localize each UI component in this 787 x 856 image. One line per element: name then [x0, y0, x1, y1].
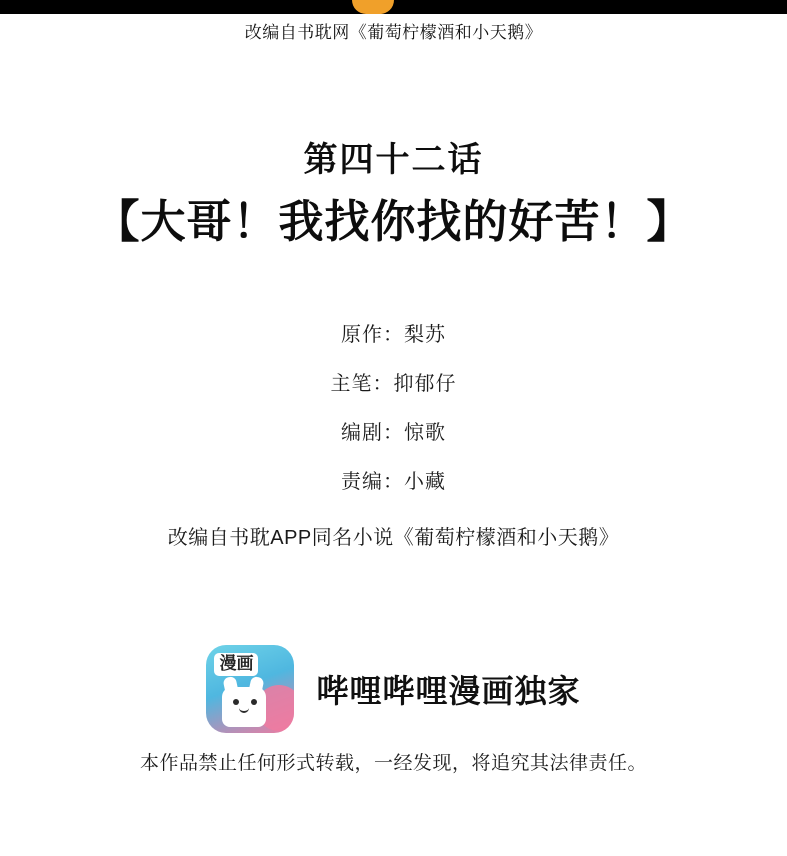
- legal-notice: 本作品禁止任何形式转载，一经发现，将追究其法律责任。: [139, 753, 647, 774]
- orange-tab-accent: [352, 0, 394, 14]
- chapter-title: 【大哥！我找你找的好苦！】: [94, 195, 693, 247]
- credit-original-author: 原作：梨苏: [341, 324, 446, 346]
- bilibili-manga-logo-icon: [206, 645, 294, 733]
- adaptation-note: 改编自书耽APP同名小说《葡萄柠檬酒和小天鹅》: [167, 527, 620, 549]
- title-block: [0, 140, 787, 249]
- chapter-number: 第四十二话: [303, 141, 484, 179]
- credits-list: [0, 325, 787, 550]
- top-black-band: [0, 0, 787, 14]
- credit-editor: 责编：小藏: [341, 471, 446, 493]
- credit-screenwriter: 编剧：惊歌: [341, 422, 446, 444]
- credit-lead-artist: 主笔：抑郁仔: [330, 373, 457, 395]
- logo-badge-label: 漫画: [214, 653, 258, 676]
- brand-exclusive-label: 哔哩哔哩漫画独家: [316, 673, 581, 709]
- brand-row: [0, 645, 787, 733]
- source-attribution: 改编自书耽网《葡萄柠檬酒和小天鹅》: [244, 23, 543, 42]
